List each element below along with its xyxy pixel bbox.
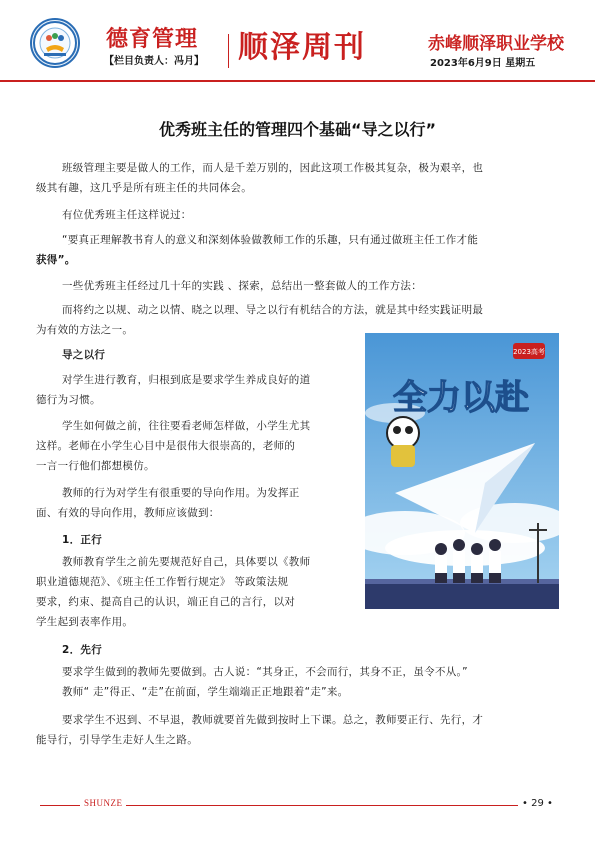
- article-title: 优秀班主任的管理四个基础“导之以行”: [158, 120, 437, 139]
- footer-brand: SHUNZE: [84, 798, 123, 808]
- poster-slogan: 全力以赴: [393, 378, 529, 418]
- header-divider: [228, 34, 229, 68]
- text-line: 要求学生不迟到、不早退，教师就要首先做到按时上下课。总之，教师要正行、先行，才: [62, 714, 484, 726]
- header-rule: [0, 80, 595, 82]
- text-line: 教师教育学生之前先要规范好自己，具体要以《教师: [62, 556, 311, 568]
- text-line: 这样。老师在小学生心目中是很伟大很崇高的，老师的: [36, 440, 296, 452]
- text-line: 班级管理主要是做人的工作，而人是千差万别的，因此这项工作极其复杂，极为艰辛，也: [62, 162, 484, 174]
- section-paragraph-1: [36, 370, 352, 410]
- text-line: 面、有效的导向作用，教师应该做到：: [36, 507, 220, 519]
- text-line: 有位优秀班主任这样说过：: [62, 209, 192, 221]
- text-line: 对学生进行教育，归根到底是要求学生养成良好的道: [62, 374, 311, 386]
- footer-rule-right: [126, 805, 518, 806]
- text-line: 获得”。: [36, 254, 76, 266]
- text-line: 学生起到表率作用。: [36, 616, 134, 628]
- text-line: 一些优秀班主任经过几十年的实践 、探索，总结出一整套做人的工作方法：: [62, 280, 423, 292]
- paragraph-4: [62, 276, 560, 296]
- footer-rule-left: [40, 805, 80, 806]
- section-paragraph-2: [36, 416, 352, 476]
- text-line: 级其有趣，这几乎是所有班主任的共同体会。: [36, 182, 252, 194]
- text-line: “要真正理解教书育人的意义和深刻体验做教师工作的乐趣，只有通过做班主任工作才能: [62, 234, 479, 246]
- text-line: 要求学生做到的教师先要做到。古人说：“其身正，不会而行，其身不正，虽令不从。”: [62, 666, 468, 678]
- text-line: 要求，约束、提高自己的认识，端正自己的言行，以对: [36, 596, 296, 608]
- column-title: 德育管理: [106, 27, 199, 52]
- paragraph-3: [36, 230, 560, 270]
- text-line: 职业道德规范》、《班主任工作暂行规定》 等政策法规: [36, 576, 289, 588]
- publication-title: 顺泽周刊: [238, 30, 366, 65]
- text-line: 为有效的方法之一。: [36, 324, 134, 336]
- point-1-heading: 1．正行: [62, 534, 103, 546]
- paragraph-2: [62, 205, 560, 225]
- point-2-paragraph: [62, 662, 560, 702]
- page-header: [0, 0, 595, 90]
- school-name: 赤峰顺泽职业学校: [428, 34, 564, 54]
- point-1-paragraph: [36, 552, 352, 632]
- text-line: 学生如何做之前，往往要看老师怎样做，小学生尤其: [62, 420, 311, 432]
- text-line: 而将约之以规、动之以情、晓之以理、导之以行有机结合的方法，就是其中经实践证明最: [62, 304, 484, 316]
- section-heading: 导之以行: [62, 349, 106, 361]
- text-line: 教师“ 走”得正、“走”在前面，学生端端正正地跟着“走”来。: [62, 686, 349, 698]
- gaokao-poster-image: [365, 333, 559, 609]
- poster-badge: 2023高考: [513, 348, 545, 356]
- text-line: 德行为习惯。: [36, 394, 101, 406]
- text-line: 一言一行他们都想模仿。: [36, 460, 155, 472]
- school-logo-icon: [30, 18, 80, 68]
- column-editor: 【栏目负责人：冯月】: [104, 56, 204, 67]
- page-number: • 29 •: [522, 798, 553, 809]
- point-2-heading: 2．先行: [62, 644, 103, 656]
- section-paragraph-3: [36, 483, 352, 523]
- text-line: 能导行，引导学生走好人生之路。: [36, 734, 198, 746]
- paragraph-1: [36, 158, 560, 198]
- issue-date: 2023年6月9日 星期五: [430, 58, 536, 69]
- text-line: 教师的行为对学生有很重要的导向作用。为发挥正: [62, 487, 300, 499]
- point-2-paragraph-2: [36, 710, 560, 750]
